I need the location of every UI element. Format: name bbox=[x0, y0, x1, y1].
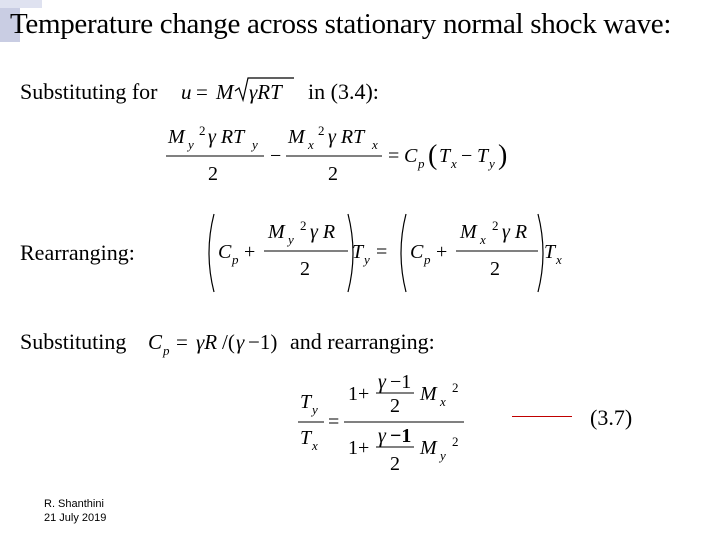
svg-text:T: T bbox=[544, 241, 556, 263]
svg-text:T: T bbox=[439, 145, 451, 167]
equation-number-rule bbox=[512, 416, 572, 417]
svg-text:1+: 1+ bbox=[348, 437, 370, 459]
svg-text:x: x bbox=[480, 232, 486, 247]
svg-text:γ RT: γ RT bbox=[328, 126, 365, 148]
footer bbox=[44, 497, 106, 525]
svg-text:C: C bbox=[404, 145, 418, 167]
and-rearranging-label: and rearranging: bbox=[290, 329, 435, 354]
svg-text:2: 2 bbox=[328, 163, 338, 185]
svg-text:2: 2 bbox=[390, 395, 400, 417]
svg-text:−: − bbox=[270, 145, 282, 167]
svg-text:C: C bbox=[218, 241, 232, 263]
rearranging-label: Rearranging: bbox=[20, 240, 135, 265]
svg-text:=: = bbox=[376, 241, 388, 263]
equation-number: (3.7) bbox=[590, 405, 633, 430]
svg-text:T: T bbox=[300, 391, 312, 413]
svg-text:2: 2 bbox=[300, 218, 307, 233]
svg-text:γR: γR bbox=[196, 330, 218, 354]
svg-text:p: p bbox=[232, 252, 239, 267]
svg-text:=: = bbox=[328, 411, 340, 433]
svg-text:+: + bbox=[436, 241, 448, 263]
svg-text:2: 2 bbox=[208, 163, 218, 185]
svg-text:2: 2 bbox=[492, 218, 499, 233]
svg-text:x: x bbox=[451, 156, 457, 171]
svg-text:T: T bbox=[477, 145, 489, 167]
svg-text:/(: /( bbox=[222, 330, 235, 354]
svg-text:M: M bbox=[460, 221, 477, 243]
svg-text:x: x bbox=[440, 394, 446, 409]
svg-text:y: y bbox=[364, 252, 370, 267]
temperature-ratio-equation bbox=[296, 370, 476, 485]
svg-text:2: 2 bbox=[318, 123, 325, 138]
substituting-for-label: Substituting for bbox=[20, 79, 158, 104]
svg-text:2: 2 bbox=[300, 258, 310, 280]
svg-text:γ: γ bbox=[236, 330, 245, 354]
footer-author: R. Shanthini bbox=[44, 498, 104, 510]
svg-text:x: x bbox=[372, 137, 378, 152]
svg-text:u: u bbox=[181, 80, 192, 104]
svg-text:y: y bbox=[489, 156, 495, 171]
svg-text:γ: γ bbox=[378, 425, 386, 447]
svg-text:γ R: γ R bbox=[310, 221, 336, 243]
svg-text:M: M bbox=[168, 126, 185, 148]
svg-text:C: C bbox=[148, 330, 163, 354]
cp-equation bbox=[146, 324, 292, 361]
svg-text:y: y bbox=[252, 137, 258, 152]
svg-text:y: y bbox=[288, 232, 294, 247]
svg-text:−1): −1) bbox=[248, 330, 278, 354]
svg-text:γRT: γRT bbox=[249, 80, 282, 104]
svg-text:M: M bbox=[216, 80, 234, 104]
svg-text:T: T bbox=[352, 241, 364, 263]
svg-text:=: = bbox=[176, 330, 188, 354]
svg-text:p: p bbox=[424, 252, 431, 267]
svg-text:x: x bbox=[556, 252, 562, 267]
svg-text:M: M bbox=[420, 383, 437, 405]
svg-text:x: x bbox=[308, 137, 314, 152]
svg-text:−1: −1 bbox=[390, 371, 412, 393]
svg-text:y: y bbox=[440, 448, 446, 463]
svg-text:=: = bbox=[196, 80, 208, 104]
svg-text:1+: 1+ bbox=[348, 383, 370, 405]
rearranged-equation bbox=[202, 210, 582, 301]
svg-text:x: x bbox=[312, 438, 318, 453]
svg-text:2: 2 bbox=[199, 123, 206, 138]
svg-text:p: p bbox=[418, 156, 425, 171]
velocity-equation bbox=[178, 74, 298, 111]
svg-text:C: C bbox=[410, 241, 424, 263]
svg-text:y: y bbox=[188, 137, 194, 152]
energy-equation bbox=[164, 118, 524, 193]
svg-text:p: p bbox=[163, 343, 170, 358]
svg-text:M: M bbox=[288, 126, 305, 148]
svg-text:+: + bbox=[244, 241, 256, 263]
in-3-4-label: in (3.4): bbox=[308, 79, 379, 104]
substituting-label: Substituting bbox=[20, 329, 127, 354]
svg-text:−1: −1 bbox=[390, 425, 412, 447]
svg-text:): ) bbox=[498, 140, 508, 171]
svg-text:γ R: γ R bbox=[502, 221, 528, 243]
footer-date: 21 July 2019 bbox=[44, 512, 107, 524]
svg-text:2: 2 bbox=[390, 453, 400, 475]
svg-text:y: y bbox=[312, 402, 318, 417]
svg-text:γ: γ bbox=[378, 371, 386, 393]
svg-text:(: ( bbox=[428, 140, 438, 171]
svg-text:−: − bbox=[461, 145, 473, 167]
svg-text:2: 2 bbox=[490, 258, 500, 280]
svg-text:2: 2 bbox=[452, 434, 459, 449]
slide-corner-decoration-strip bbox=[0, 0, 42, 8]
svg-text:2: 2 bbox=[452, 380, 459, 395]
svg-text:M: M bbox=[268, 221, 285, 243]
svg-text:T: T bbox=[300, 427, 312, 449]
svg-text:γ RT: γ RT bbox=[208, 126, 245, 148]
svg-text:M: M bbox=[420, 437, 437, 459]
svg-text:=: = bbox=[388, 145, 400, 167]
slide-title: Temperature change across stationary normal shock wave: bbox=[10, 8, 672, 40]
